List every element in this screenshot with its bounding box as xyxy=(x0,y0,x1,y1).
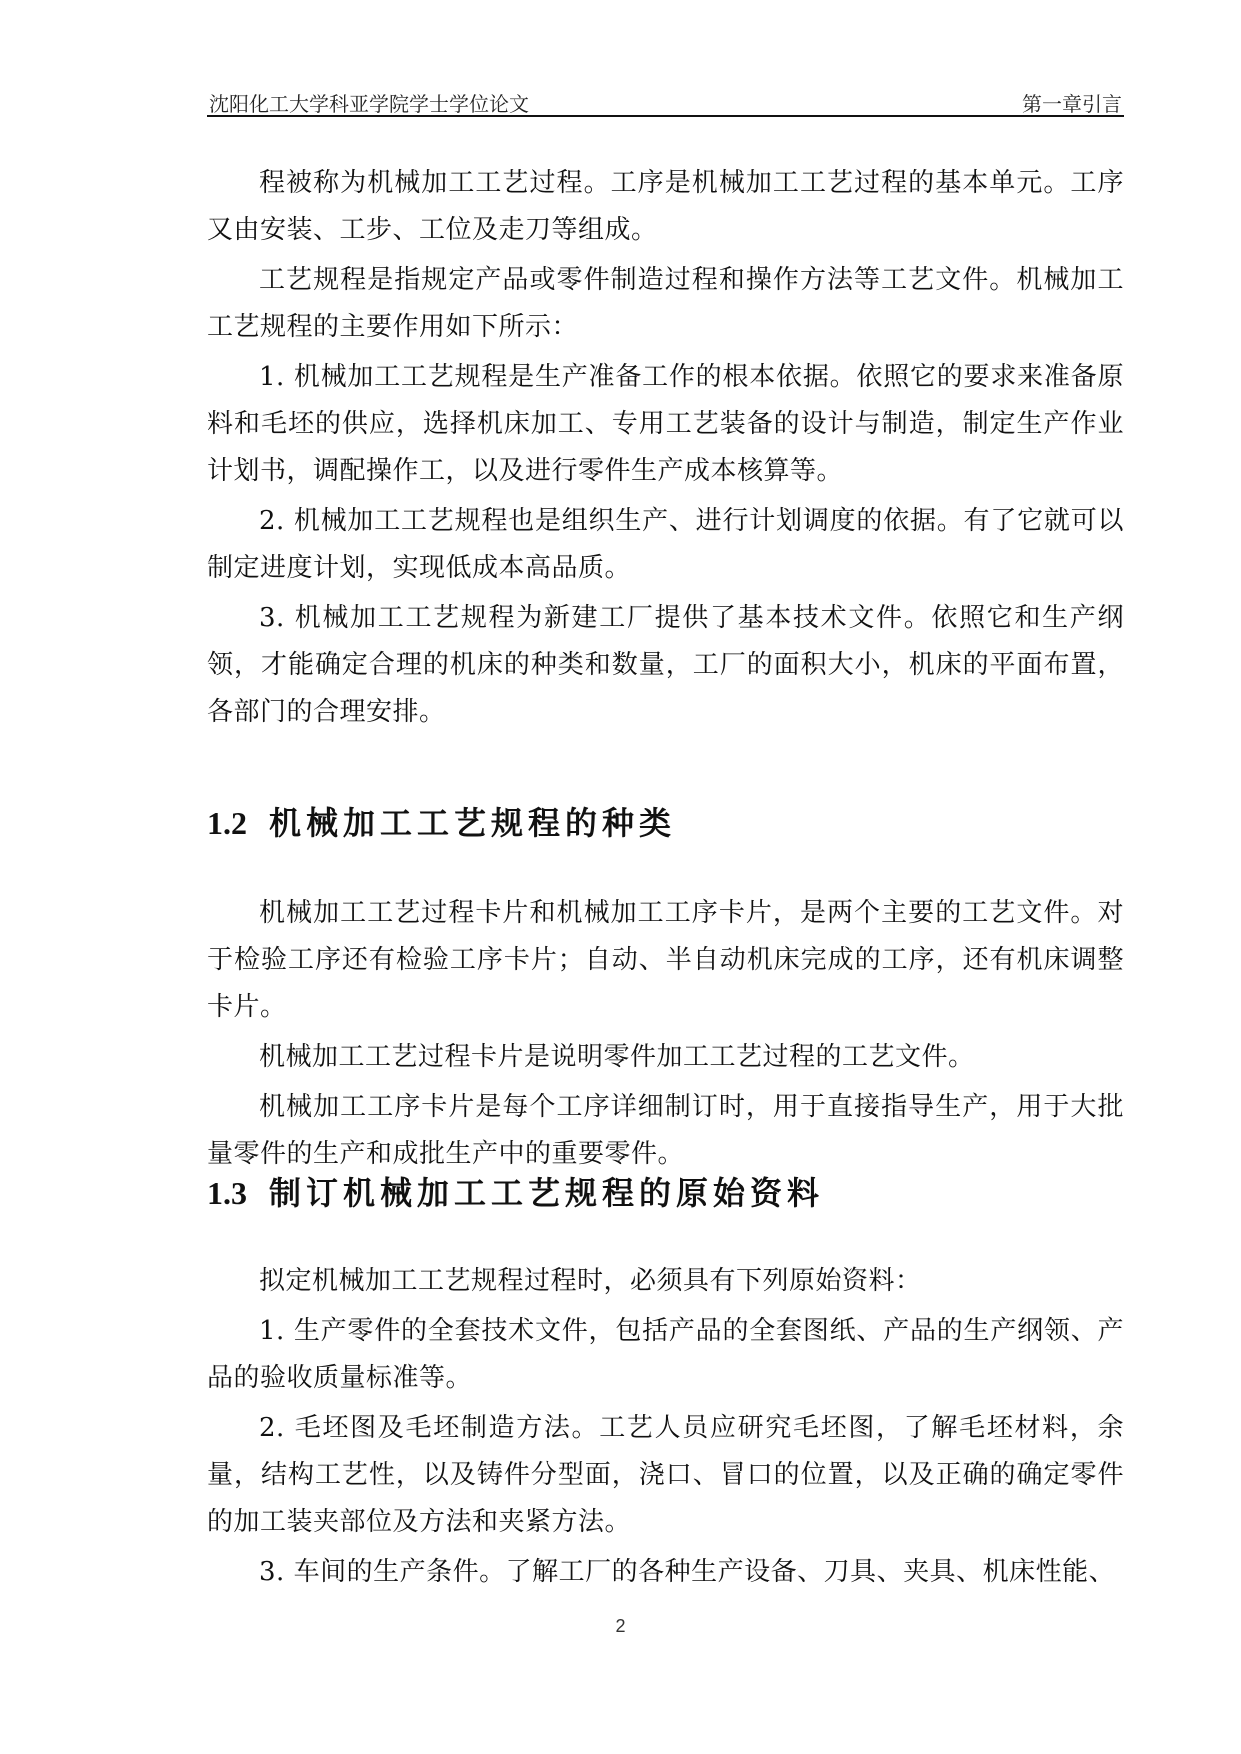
section-number: 1.3 xyxy=(207,1175,247,1211)
page-number: 2 xyxy=(615,1616,626,1636)
paragraph: 机械加工工序卡片是每个工序详细制订时，用于直接指导生产，用于大批量零件的生产和成批生产中的重要零件。 xyxy=(207,1092,1124,1169)
paragraph: 拟定机械加工工艺规程过程时，必须具有下列原始资料： xyxy=(259,1266,922,1296)
paragraph: 3. 车间的生产条件。了解工厂的各种生产设备、刀具、夹具、机床性能、 xyxy=(259,1557,1116,1587)
paragraph: 机械加工工艺过程卡片和机械加工工序卡片，是两个主要的工艺文件。对于检验工序还有检验工序卡片；自动、半自动机床完成的工序，还有机床调整卡片。 xyxy=(207,898,1124,1022)
section-title: 制订机械加工工艺规程的原始资料 xyxy=(269,1174,825,1212)
paragraph: 程被称为机械加工工艺过程。工序是机械加工工艺过程的基本单元。工序又由安装、工步、工位及走刀等组成。 xyxy=(207,168,1124,245)
running-header xyxy=(207,84,1124,116)
section-1-2-text xyxy=(207,890,1124,1178)
section-title: 机械加工工艺规程的种类 xyxy=(269,804,677,842)
paragraph: 2. 机械加工工艺规程也是组织生产、进行计划调度的依据。有了它就可以制定进度计划，实现低成本高品质。 xyxy=(207,506,1124,583)
paragraph: 机械加工工艺过程卡片是说明零件加工工艺过程的工艺文件。 xyxy=(259,1042,975,1072)
header-thesis-title: 沈阳化工大学科亚学院学士学位论文 xyxy=(209,92,529,116)
section-heading-1-3 xyxy=(207,1168,824,1214)
header-divider xyxy=(207,115,1124,117)
intro-continuation-text xyxy=(207,160,1124,736)
paragraph: 1. 生产零件的全套技术文件，包括产品的全套图纸、产品的生产纲领、产品的验收质量标准等。 xyxy=(207,1316,1124,1393)
section-1-3-text xyxy=(207,1258,1124,1596)
section-heading-1-2 xyxy=(207,798,676,844)
section-number: 1.2 xyxy=(207,805,247,841)
paragraph: 2. 毛坯图及毛坯制造方法。工艺人员应研究毛坯图，了解毛坯材料，余量，结构工艺性，以及铸件分型面，浇口、冒口的位置，以及正确的确定零件的加工装夹部位及方法和夹紧方法。 xyxy=(207,1413,1124,1537)
header-chapter-title: 第一章引言 xyxy=(1022,92,1122,116)
paragraph: 1. 机械加工工艺规程是生产准备工作的根本依据。依照它的要求来准备原料和毛坯的供应，选择机床加工、专用工艺装备的设计与制造，制定生产作业计划书，调配操作工，以及进行零件生产成本核算等。 xyxy=(207,362,1124,486)
paragraph: 3. 机械加工工艺规程为新建工厂提供了基本技术文件。依照它和生产纲领，才能确定合理的机床的种类和数量，工厂的面积大小，机床的平面布置，各部门的合理安排。 xyxy=(207,603,1124,727)
paragraph: 工艺规程是指规定产品或零件制造过程和操作方法等工艺文件。机械加工工艺规程的主要作用如下所示： xyxy=(207,265,1124,342)
